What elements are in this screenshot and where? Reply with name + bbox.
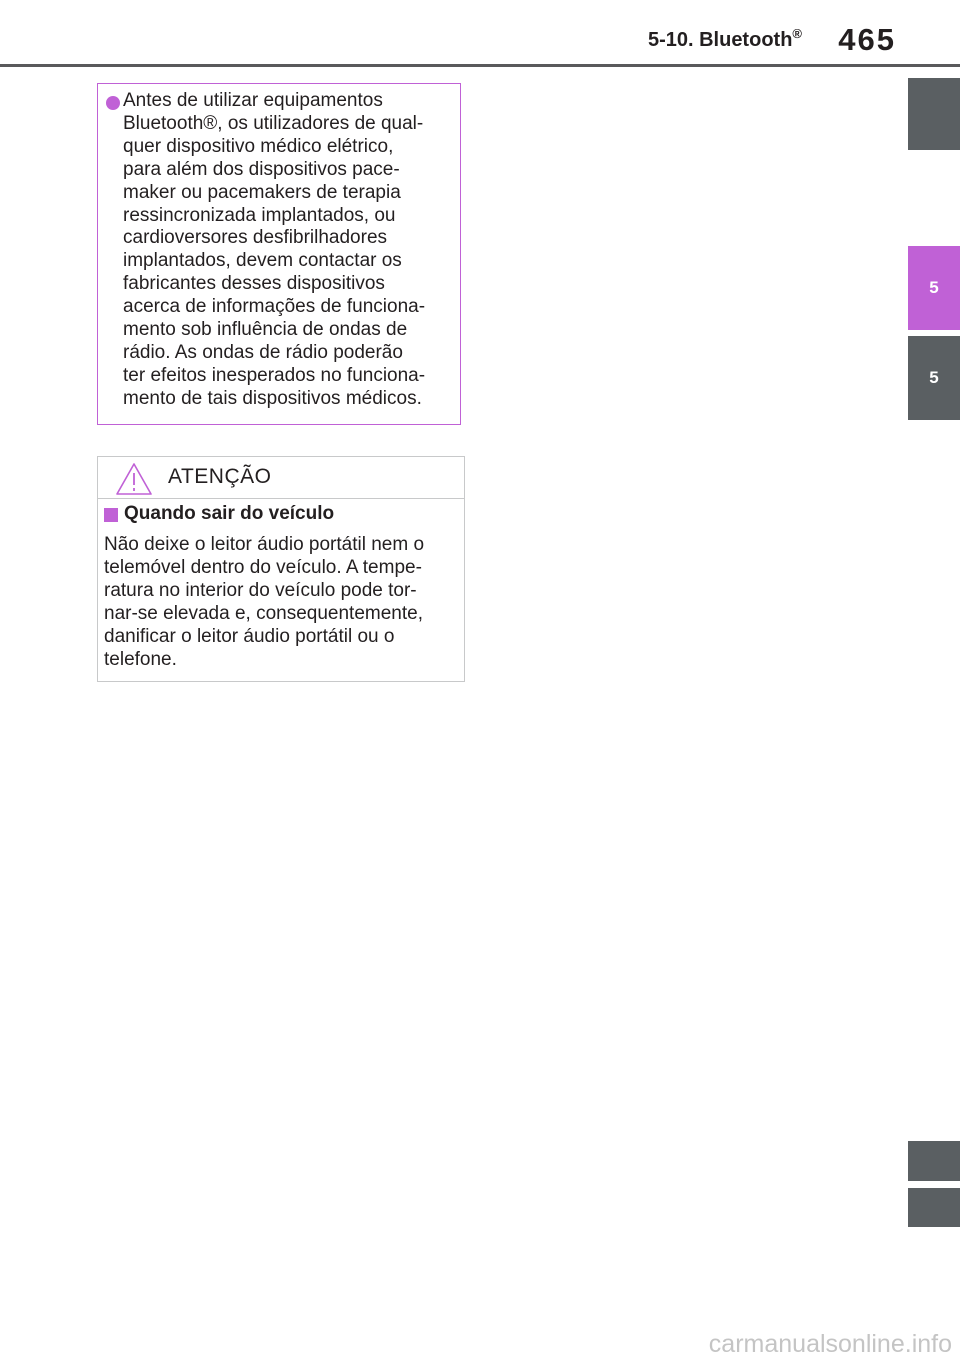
side-tab-chapter-5-active[interactable]: 5 — [908, 246, 960, 330]
section-title-text: 5-10. Bluetooth — [647, 29, 793, 51]
warning-text: Não deixe o leitor áudio portátil nem o telemóvel dentro do veículo. A tempe- ratura no interior do veículo pode tor- nar-se elevada e, consequentemente, danificar o leitor áudio portátil ou o telefone. — [104, 534, 425, 670]
header-divider — [0, 64, 960, 67]
side-tab-4[interactable] — [908, 1141, 960, 1181]
watermark: carmanualsonline.info — [708, 1330, 952, 1358]
warning-title: ATENÇÃO — [168, 465, 272, 488]
bullet-circle-icon — [106, 96, 120, 110]
section-title — [648, 26, 802, 52]
warning-box — [97, 456, 465, 682]
warning-triangle-icon — [115, 462, 153, 496]
registered-mark: ® — [792, 26, 802, 41]
warning-subtitle: Quando sair do veículo — [124, 503, 335, 524]
page-number: 465 — [838, 22, 896, 57]
bullet-square-icon — [104, 508, 118, 522]
side-tab-5[interactable] — [908, 1188, 960, 1227]
side-tab-1[interactable] — [908, 78, 960, 150]
info-box — [97, 83, 461, 425]
warning-header — [98, 457, 464, 499]
info-text: Antes de utilizar equipamentos Bluetooth®, os utilizadores de qual- quer dispositivo médico elétrico, para além dos dispositivos pace- maker ou pacemakers de terapia ressincronizada implantados, ou cardioversores desfibrilhadores implantados, devem contactar os fabricantes desses dispositivos acerca de informações de funciona- mento sob influência de ondas de rádio. As ondas de rádio poderão ter efeitos inesperados no funciona- mento de tais dispositivos médicos. — [123, 90, 426, 409]
side-tab-chapter-5[interactable]: 5 — [908, 336, 960, 420]
